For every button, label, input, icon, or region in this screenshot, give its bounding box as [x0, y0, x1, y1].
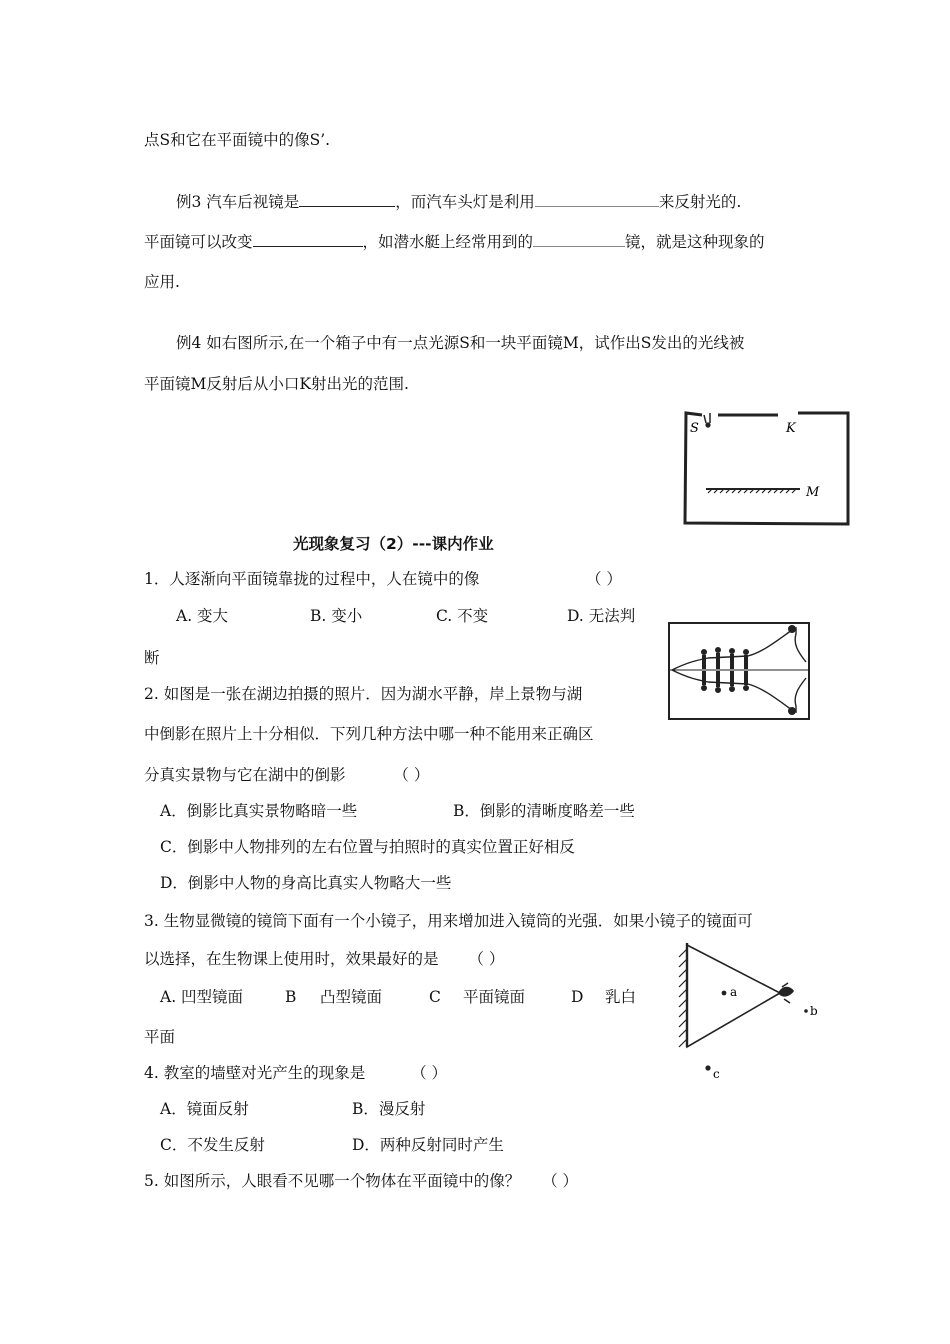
plane-mirror — [706, 489, 800, 493]
q3-option-b-letter[interactable]: B — [285, 988, 297, 1006]
label-b: b — [810, 1004, 818, 1018]
q3-line2 — [144, 949, 504, 969]
example4-line2: 平面镜M反射后从小口K射出光的范围. — [144, 375, 409, 393]
q2-option-d[interactable]: D．倒影中人物的身高比真实人物略大一些 — [160, 874, 452, 892]
tree-reflection-icon — [788, 707, 796, 715]
q2-option-c[interactable]: C．倒影中人物排列的左右位置与拍照时的真实位置正好相反 — [160, 838, 575, 856]
q2-line3-text: 分真实景物与它在湖中的倒影 — [144, 766, 346, 784]
example3-line1 — [176, 190, 741, 212]
wall-mirror — [679, 943, 687, 1047]
q4-option-b[interactable]: B．漫反射 — [352, 1100, 426, 1118]
q3-option-c-letter[interactable]: C — [429, 988, 441, 1006]
eye-icon — [778, 983, 794, 1003]
point-a-dot — [722, 991, 727, 996]
q4-option-c[interactable]: C．不发生反射 — [160, 1136, 265, 1154]
example3-text-b: ，而汽车头灯是利用 — [395, 193, 535, 211]
answer-blank-2[interactable] — [535, 190, 659, 207]
q1-option-a[interactable]: A. 变大 — [176, 607, 229, 625]
q1-wrap: 断 — [144, 649, 160, 667]
example4-line1: 例4 如右图所示,在一个箱子中有一点光源S和一块平面镜M，试作出S发出的光线被 — [176, 334, 745, 352]
example3-text-c: 来反射光的. — [658, 193, 742, 211]
q4-option-a[interactable]: A．镜面反射 — [160, 1100, 249, 1118]
q3-answer-paren[interactable]: （ ） — [468, 950, 505, 968]
q3-option-b-text[interactable]: 凸型镜面 — [320, 988, 383, 1006]
point-c-dot — [705, 1065, 710, 1070]
q4-answer-paren[interactable]: （ ） — [411, 1064, 448, 1082]
example3-text-f: 镜，就是这种现象的 — [625, 233, 765, 251]
q1-answer-paren[interactable]: （ ） — [586, 570, 622, 588]
answer-blank-1[interactable] — [299, 190, 395, 207]
q3-option-d-text[interactable]: 乳白 — [605, 988, 637, 1006]
q5-answer-paren[interactable]: （ ） — [542, 1172, 579, 1190]
example3-text-e: ，如潜水艇上经常用到的 — [362, 233, 534, 251]
q4-line — [144, 1063, 447, 1083]
label-k: K — [786, 421, 796, 436]
q1-option-b[interactable]: B. 变小 — [310, 607, 363, 625]
q2-option-a[interactable]: A．倒影比真实景物略暗一些 — [160, 802, 358, 820]
q2-option-b[interactable]: B．倒影的清晰度略差一些 — [453, 802, 635, 820]
q1-stem: 1．人逐渐向平面镜靠拢的过程中，人在镜中的像 — [144, 570, 480, 588]
q2-line3 — [144, 765, 429, 785]
q2-line2: 中倒影在照片上十分相似．下列几种方法中哪一种不能用来正确区 — [144, 725, 594, 743]
q3-option-a[interactable]: A. 凹型镜面 — [160, 988, 244, 1006]
box-outline — [685, 413, 848, 524]
continued-text: 点S和它在平面镜中的像S’. — [144, 131, 331, 149]
q4-option-d[interactable]: D．两种反射同时产生 — [352, 1136, 504, 1154]
box-mirror-figure — [680, 405, 855, 530]
mirror-eye-figure — [670, 935, 830, 1085]
q3-wrap: 平面 — [144, 1028, 176, 1046]
q2-line1: 2. 如图是一张在湖边拍摄的照片．因为湖水平静，岸上景物与湖 — [144, 685, 583, 703]
q5-stem: 5. 如图所示，人眼看不见哪一个物体在平面镜中的像？ — [144, 1172, 521, 1190]
point-b-dot — [804, 1009, 808, 1013]
example3-line2 — [144, 230, 765, 252]
example3-line3: 应用. — [144, 273, 180, 291]
q3-option-d-letter[interactable]: D — [571, 988, 584, 1006]
label-s: S — [690, 421, 699, 436]
q1-option-c[interactable]: C. 不变 — [436, 607, 489, 625]
label-a: a — [730, 985, 738, 999]
lake-photo-figure — [668, 622, 810, 720]
q1-option-d[interactable]: D. 无法判 — [567, 607, 636, 625]
section-title: 光现象复习（2）---课内作业 — [293, 535, 494, 553]
example3-text-a: 例3 汽车后视镜是 — [176, 193, 300, 211]
q2-answer-paren[interactable]: （ ） — [393, 766, 430, 784]
label-m: M — [806, 485, 820, 500]
q3-line1: 3. 生物显微镜的镜筒下面有一个小镜子，用来增加进入镜筒的光强．如果小镜子的镜面可 — [144, 912, 753, 930]
answer-blank-4[interactable] — [533, 230, 625, 247]
example3-text-d: 平面镜可以改变 — [144, 233, 253, 251]
q3-line2-text: 以选择，在生物课上使用时，效果最好的是 — [144, 950, 439, 968]
q5-line — [144, 1171, 578, 1191]
q3-option-c-text[interactable]: 平面镜面 — [463, 988, 526, 1006]
q4-stem: 4. 教室的墙壁对光产生的现象是 — [144, 1064, 366, 1082]
label-c: c — [713, 1067, 720, 1081]
tree-top-icon — [788, 625, 796, 633]
light-source-icon — [704, 413, 711, 428]
answer-blank-3[interactable] — [253, 230, 363, 247]
